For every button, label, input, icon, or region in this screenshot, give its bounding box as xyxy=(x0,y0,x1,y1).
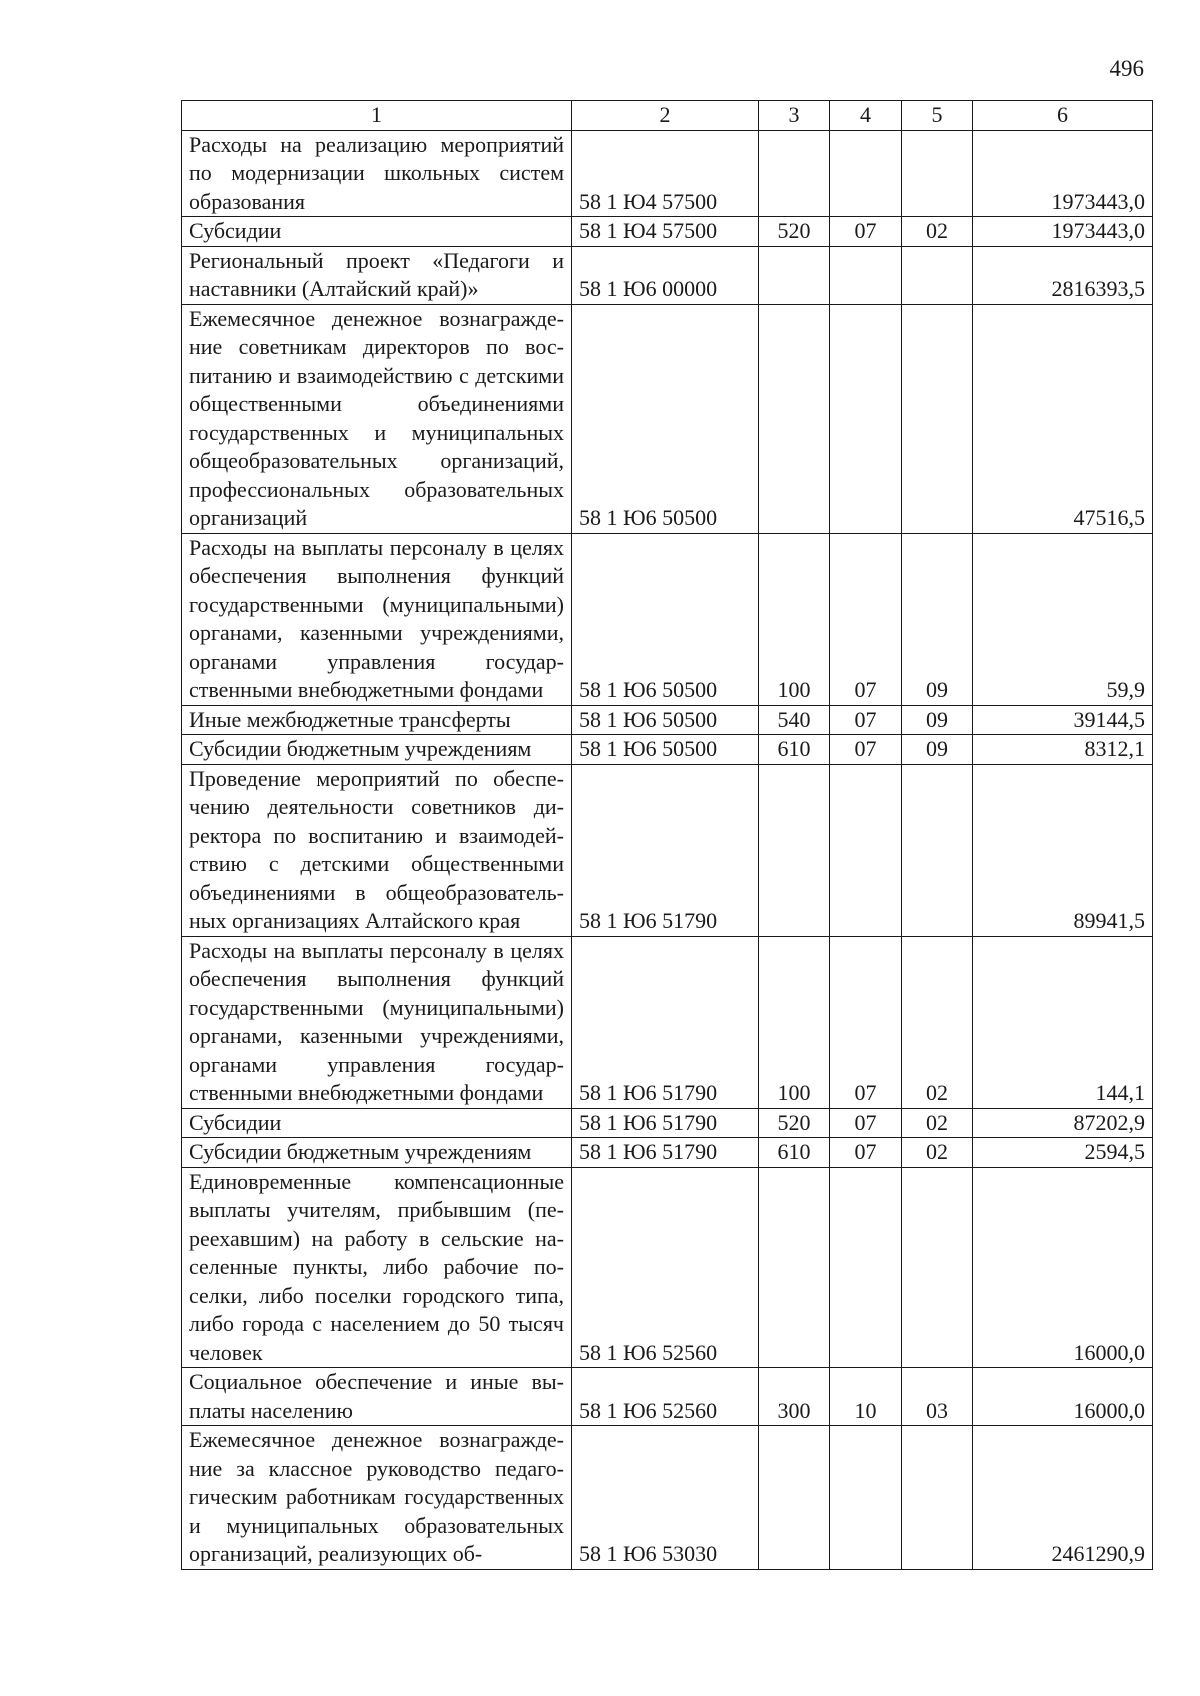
row-col-3 xyxy=(759,764,830,936)
header-row xyxy=(182,101,1153,131)
row-col-5 xyxy=(902,304,973,533)
row-col-5: 09 xyxy=(902,705,973,735)
row-name: Расходы на выплаты персоналу в целях обеспечения выполнения функций государственными (муниципальными) органами, казенными учреждениями, органами управления государственными внебюджетными фондами xyxy=(182,936,572,1108)
row-name: Проведение мероприятий по обеспечению деятельности советников директора по воспитанию и взаимодействию с детскими общественными объединениями в общеобразовательных организациях Алтайского края xyxy=(182,764,572,936)
header-col-3: 3 xyxy=(759,101,830,131)
row-code: 58 1 Ю6 50500 xyxy=(572,735,759,765)
row-amount: 2816393,5 xyxy=(973,246,1153,304)
row-col-5: 09 xyxy=(902,533,973,705)
row-col-4: 10 xyxy=(830,1368,902,1426)
row-name: Субсидии бюджетным учреждениям xyxy=(182,735,572,765)
row-col-4 xyxy=(830,246,902,304)
row-col-5: 02 xyxy=(902,217,973,247)
row-name: Субсидии бюджетным учреждениям xyxy=(182,1138,572,1168)
row-col-4 xyxy=(830,130,902,217)
row-amount: 144,1 xyxy=(973,936,1153,1108)
row-amount: 8312,1 xyxy=(973,735,1153,765)
row-col-4: 07 xyxy=(830,705,902,735)
row-col-4 xyxy=(830,304,902,533)
row-name: Субсидии xyxy=(182,217,572,247)
row-amount: 2461290,9 xyxy=(973,1426,1153,1570)
row-code: 58 1 Ю6 51790 xyxy=(572,764,759,936)
row-amount: 89941,5 xyxy=(973,764,1153,936)
table-row xyxy=(182,1108,1153,1138)
row-col-3 xyxy=(759,1426,830,1570)
table-row xyxy=(182,1368,1153,1426)
row-amount: 1973443,0 xyxy=(973,130,1153,217)
row-col-5 xyxy=(902,130,973,217)
row-amount: 47516,5 xyxy=(973,304,1153,533)
table-row xyxy=(182,936,1153,1108)
row-name: Расходы на реализацию мероприятий по модернизации школьных систем образования xyxy=(182,130,572,217)
row-name: Ежемесячное денежное вознаграждение советникам директоров по воспитанию и взаимодействию с детскими общественными объединениями государственных и муниципальных общеобразовательных организаций, профессиональных образовательных организаций xyxy=(182,304,572,533)
row-name: Расходы на выплаты персоналу в целях обеспечения выполнения функций государственными (муниципальными) органами, казенными учреждениями, органами управления государственными внебюджетными фондами xyxy=(182,533,572,705)
row-code: 58 1 Ю4 57500 xyxy=(572,217,759,247)
header-col-4: 4 xyxy=(830,101,902,131)
row-col-5 xyxy=(902,1167,973,1368)
row-col-4: 07 xyxy=(830,533,902,705)
row-col-5: 09 xyxy=(902,735,973,765)
row-col-3: 100 xyxy=(759,936,830,1108)
row-col-3: 610 xyxy=(759,1138,830,1168)
table-row xyxy=(182,735,1153,765)
row-col-4 xyxy=(830,1426,902,1570)
row-code: 58 1 Ю6 51790 xyxy=(572,1138,759,1168)
row-col-3: 520 xyxy=(759,1108,830,1138)
row-amount: 2594,5 xyxy=(973,1138,1153,1168)
row-col-3 xyxy=(759,304,830,533)
row-col-4: 07 xyxy=(830,1108,902,1138)
row-col-3: 520 xyxy=(759,217,830,247)
row-name: Единовременные компенсационные выплаты учителям, прибывшим (переехавшим) на работу в сельские населенные пункты, либо рабочие поселки, либо поселки городского типа, либо города с населением до 50 тысяч человек xyxy=(182,1167,572,1368)
row-name: Ежемесячное денежное вознаграждение за классное руководство педагогическим работникам государственных и муниципальных образовательных организаций, реализующих об- xyxy=(182,1426,572,1570)
row-col-4: 07 xyxy=(830,217,902,247)
row-col-5: 02 xyxy=(902,1138,973,1168)
row-col-3 xyxy=(759,130,830,217)
row-col-3 xyxy=(759,1167,830,1368)
table-row xyxy=(182,1426,1153,1570)
row-col-3: 540 xyxy=(759,705,830,735)
table-row xyxy=(182,130,1153,217)
table-row xyxy=(182,764,1153,936)
row-code: 58 1 Ю6 53030 xyxy=(572,1426,759,1570)
table-row xyxy=(182,533,1153,705)
header-col-2: 2 xyxy=(572,101,759,131)
row-col-4 xyxy=(830,1167,902,1368)
row-code: 58 1 Ю6 50500 xyxy=(572,304,759,533)
row-col-3: 100 xyxy=(759,533,830,705)
row-code: 58 1 Ю6 51790 xyxy=(572,936,759,1108)
row-amount: 16000,0 xyxy=(973,1167,1153,1368)
row-name: Субсидии xyxy=(182,1108,572,1138)
table-row xyxy=(182,705,1153,735)
row-col-4: 07 xyxy=(830,735,902,765)
row-col-5 xyxy=(902,764,973,936)
row-col-5: 03 xyxy=(902,1368,973,1426)
row-code: 58 1 Ю4 57500 xyxy=(572,130,759,217)
row-col-4: 07 xyxy=(830,936,902,1108)
page-number: 496 xyxy=(1109,56,1144,81)
row-amount: 87202,9 xyxy=(973,1108,1153,1138)
row-code: 58 1 Ю6 50500 xyxy=(572,705,759,735)
row-col-5 xyxy=(902,1426,973,1570)
row-code: 58 1 Ю6 52560 xyxy=(572,1368,759,1426)
row-amount: 1973443,0 xyxy=(973,217,1153,247)
row-name: Региональный проект «Педагоги и наставники (Алтайский край)» xyxy=(182,246,572,304)
row-code: 58 1 Ю6 00000 xyxy=(572,246,759,304)
table-row xyxy=(182,1167,1153,1368)
row-col-3 xyxy=(759,246,830,304)
row-amount: 59,9 xyxy=(973,533,1153,705)
table-row xyxy=(182,1138,1153,1168)
row-code: 58 1 Ю6 51790 xyxy=(572,1108,759,1138)
row-col-5: 02 xyxy=(902,1108,973,1138)
row-name: Социальное обеспечение и иные выплаты населению xyxy=(182,1368,572,1426)
row-col-5: 02 xyxy=(902,936,973,1108)
row-amount: 16000,0 xyxy=(973,1368,1153,1426)
row-col-5 xyxy=(902,246,973,304)
budget-table xyxy=(181,100,1153,1570)
table-row xyxy=(182,217,1153,247)
row-col-4: 07 xyxy=(830,1138,902,1168)
header-col-6: 6 xyxy=(973,101,1153,131)
table-row xyxy=(182,246,1153,304)
row-amount: 39144,5 xyxy=(973,705,1153,735)
row-col-4 xyxy=(830,764,902,936)
row-code: 58 1 Ю6 52560 xyxy=(572,1167,759,1368)
row-col-3: 610 xyxy=(759,735,830,765)
table-row xyxy=(182,304,1153,533)
row-code: 58 1 Ю6 50500 xyxy=(572,533,759,705)
row-name: Иные межбюджетные трансферты xyxy=(182,705,572,735)
row-col-3: 300 xyxy=(759,1368,830,1426)
header-col-5: 5 xyxy=(902,101,973,131)
header-col-1: 1 xyxy=(182,101,572,131)
